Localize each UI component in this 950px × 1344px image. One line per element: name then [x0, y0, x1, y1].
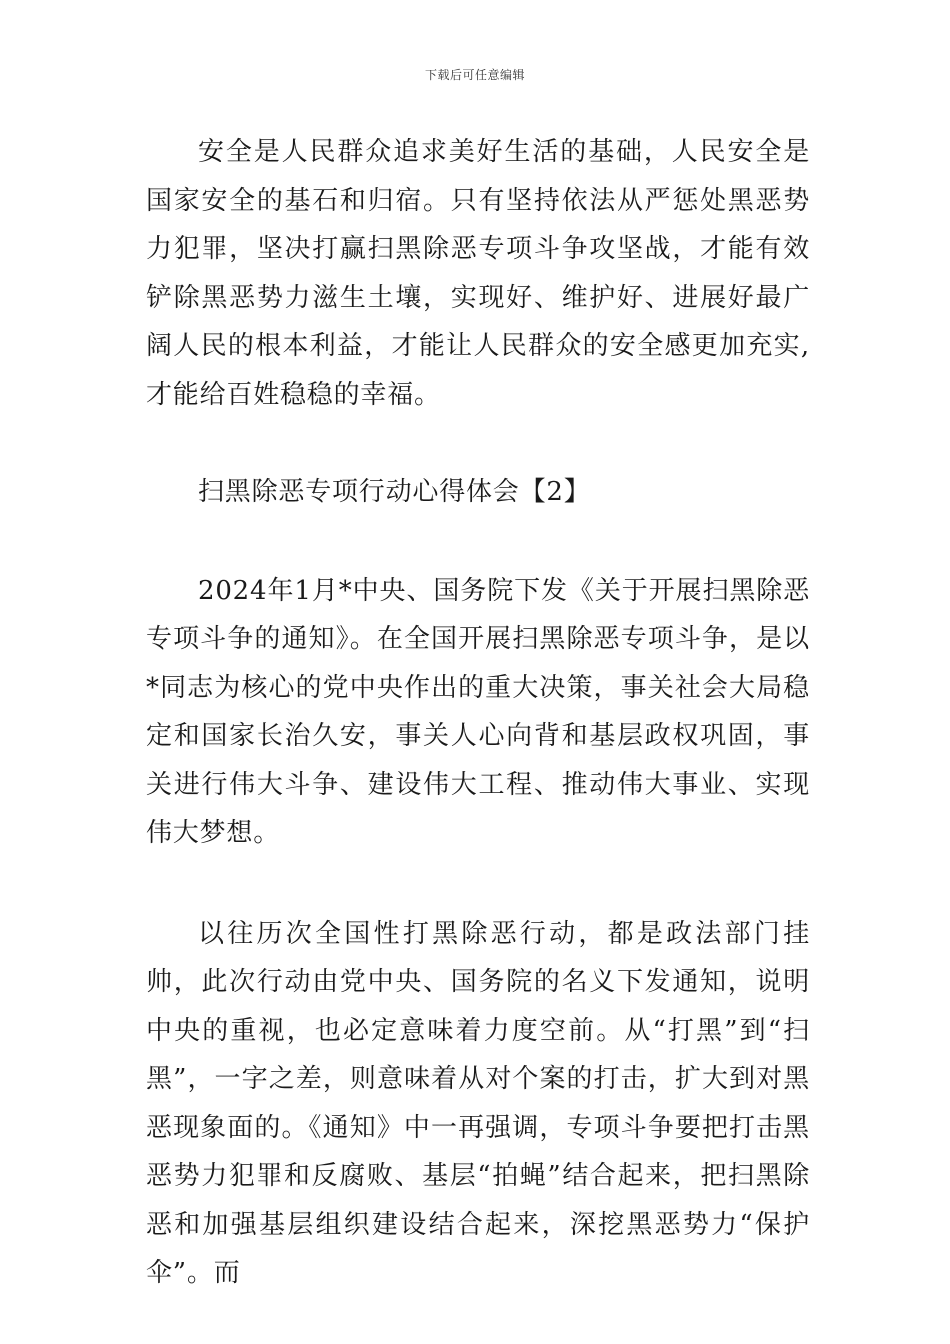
document-body — [146, 128, 810, 1298]
section-heading: 扫黑除恶专项行动心得体会【2】 — [198, 477, 591, 507]
header-note: 下载后可任意编辑 — [424, 68, 525, 82]
paragraph-1: 安全是人民群众追求美好生活的基础，人民安全是国家安全的基石和归宿。只有坚持依法从严惩处黑恶势力犯罪，坚决打赢扫黑除恶专项斗争攻坚战，才能有效铲除黑恶势力滋生土壤，实现好、维护好、进展好最广阔人民的根本利益，才能让人民群众的安全感更加充实,才能给百姓稳稳的幸福。 — [146, 137, 810, 410]
paragraph-2: 2024年1月*中央、国务院下发《关于开展扫黑除恶专项斗争的通知》。在全国开展扫黑除恶专项斗争，是以*同志为核心的党中央作出的重大决策，事关社会大局稳定和国家长治久安，事关人心向背和基层政权巩固，事关进行伟大斗争、建设伟大工程、推动伟大事业、实现伟大梦想。 — [146, 575, 810, 848]
paragraph-3: 以往历次全国性打黑除恶行动，都是政法部门挂帅，此次行动由党中央、国务院的名义下发通知，说明中央的重视，也必定意味着力度空前。从“打黑”到“扫黑”，一字之差，则意味着从对个案的打击，扩大到对黑恶现象面的。《通知》中一再强调，专项斗争要把打击黑恶势力犯罪和反腐败、基层“拍蝇”结合起来，把扫黑除恶和加强基层组织建设结合起来，深挖黑恶势力“保护伞”。而 — [146, 918, 810, 1288]
